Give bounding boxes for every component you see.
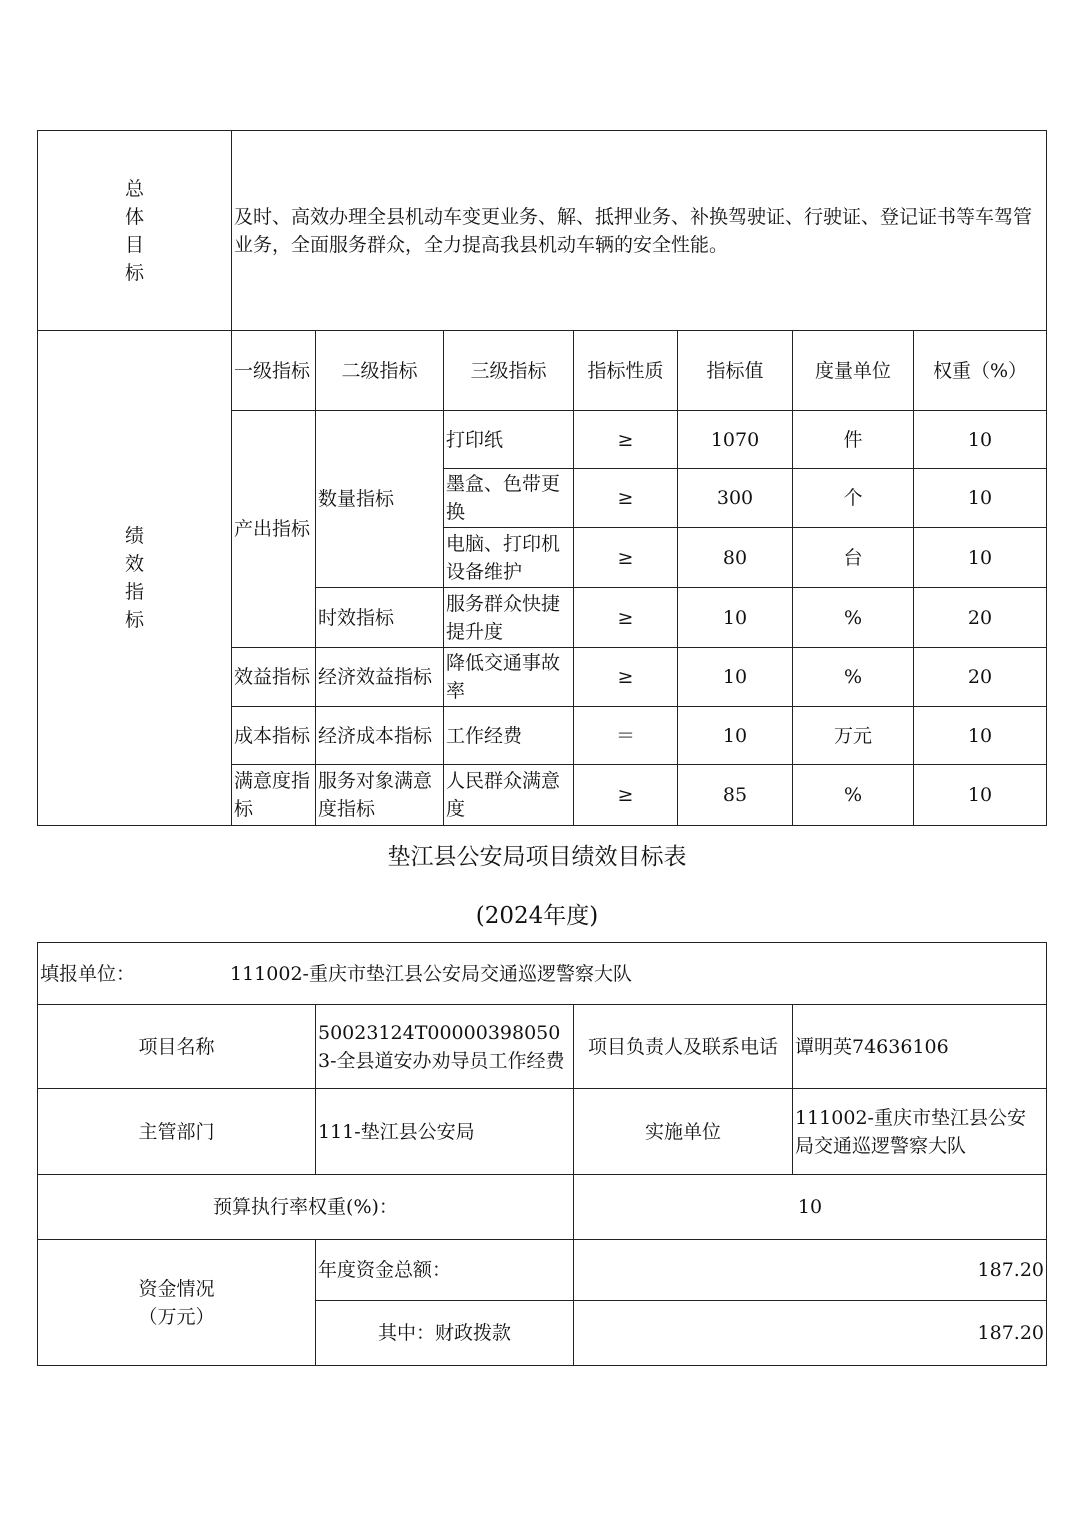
- indicator-name: 电脑、打印机设备维护: [444, 528, 574, 588]
- implementing-unit-value: 111002-重庆市垫江县公安局交通巡逻警察大队: [793, 1089, 1047, 1175]
- level1-output: 产出指标: [232, 411, 316, 648]
- document-year: (2024年度): [475, 903, 599, 929]
- indicator-weight: 10: [914, 765, 1047, 826]
- level2-timeliness: 时效指标: [316, 588, 444, 648]
- header-unit: 度量单位: [793, 331, 914, 411]
- indicator-unit: %: [793, 765, 914, 826]
- indicator-weight: 10: [914, 707, 1047, 765]
- indicator-name: 降低交通事故率: [444, 648, 574, 707]
- header-level3: 三级指标: [444, 331, 574, 411]
- project-leader-label: 项目负责人及联系电话: [574, 1005, 793, 1089]
- header-nature: 指标性质: [574, 331, 678, 411]
- implementing-unit-label: 实施单位: [574, 1089, 793, 1175]
- indicator-nature: ＝: [574, 707, 678, 765]
- department-value: 111-垫江县公安局: [316, 1089, 574, 1175]
- header-value: 指标值: [678, 331, 793, 411]
- indicator-value: 80: [678, 528, 793, 588]
- indicator-value: 10: [678, 648, 793, 707]
- department-label: 主管部门: [38, 1089, 316, 1175]
- indicator-weight: 20: [914, 648, 1047, 707]
- indicator-value: 85: [678, 765, 793, 826]
- fund-status-label: [38, 1240, 316, 1366]
- budget-weight-label: 预算执行率权重(%)：: [38, 1175, 574, 1240]
- performance-indicator-table: [37, 130, 1047, 826]
- fiscal-allocation-label: 其中：财政拨款: [316, 1301, 574, 1366]
- project-info-table: [37, 942, 1047, 1366]
- indicator-weight: 10: [914, 411, 1047, 469]
- indicator-nature: ≥: [574, 648, 678, 707]
- indicator-nature: ≥: [574, 411, 678, 469]
- level1-satisfaction: 满意度指标: [232, 765, 316, 826]
- annual-total-value: 187.20: [574, 1240, 1047, 1301]
- annual-total-label: 年度资金总额：: [316, 1240, 574, 1301]
- fiscal-allocation-value: 187.20: [574, 1301, 1047, 1366]
- header-weight: 权重（%）: [914, 331, 1047, 411]
- level2-economic-cost: 经济成本指标: [316, 707, 444, 765]
- level1-benefit: 效益指标: [232, 648, 316, 707]
- project-name-label: 项目名称: [38, 1005, 316, 1089]
- indicator-unit: 个: [793, 469, 914, 528]
- indicator-value: 300: [678, 469, 793, 528]
- indicator-unit: %: [793, 648, 914, 707]
- level2-economic-benefit: 经济效益指标: [316, 648, 444, 707]
- header-level2: 二级指标: [316, 331, 444, 411]
- indicator-name: 服务群众快捷提升度: [444, 588, 574, 648]
- project-name-value: 50023124T000003980503-全县道安办劝导员工作经费: [316, 1005, 574, 1089]
- document-title: 垫江县公安局项目绩效目标表: [387, 844, 687, 870]
- fund-status-title: 资金情况: [138, 1277, 215, 1300]
- reporting-unit-label: 填报单位：: [40, 962, 136, 985]
- indicator-weight: 20: [914, 588, 1047, 648]
- indicator-unit: %: [793, 588, 914, 648]
- performance-indicator-label: 绩 效 指 标: [38, 331, 232, 826]
- indicator-value: 10: [678, 588, 793, 648]
- overall-goal-label: 总 体 目 标: [38, 131, 232, 331]
- indicator-nature: ≥: [574, 588, 678, 648]
- indicator-unit: 万元: [793, 707, 914, 765]
- indicator-name: 墨盒、色带更换: [444, 469, 574, 528]
- indicator-name: 人民群众满意度: [444, 765, 574, 826]
- indicator-nature: ≥: [574, 528, 678, 588]
- budget-weight-value: 10: [574, 1175, 1047, 1240]
- indicator-value: 1070: [678, 411, 793, 469]
- indicator-nature: ≥: [574, 765, 678, 826]
- indicator-name: 工作经费: [444, 707, 574, 765]
- level2-service-satisfaction: 服务对象满意度指标: [316, 765, 444, 826]
- overall-goal-text: 及时、高效办理全县机动车变更业务、解、抵押业务、补换驾驶证、行驶证、登记证书等车驾管业务，全面服务群众，全力提高我县机动车辆的安全性能。: [232, 131, 1047, 331]
- indicator-unit: 台: [793, 528, 914, 588]
- indicator-weight: 10: [914, 469, 1047, 528]
- indicator-unit: 件: [793, 411, 914, 469]
- reporting-unit-value: 111002-重庆市垫江县公安局交通巡逻警察大队: [230, 962, 632, 985]
- indicator-value: 10: [678, 707, 793, 765]
- reporting-unit-row: [38, 943, 1047, 1005]
- indicator-name: 打印纸: [444, 411, 574, 469]
- level1-cost: 成本指标: [232, 707, 316, 765]
- fund-status-unit: （万元）: [138, 1305, 215, 1328]
- project-leader-value: 谭明英74636106: [793, 1005, 1047, 1089]
- level2-quantity: 数量指标: [316, 411, 444, 588]
- indicator-weight: 10: [914, 528, 1047, 588]
- indicator-nature: ≥: [574, 469, 678, 528]
- header-level1: 一级指标: [232, 331, 316, 411]
